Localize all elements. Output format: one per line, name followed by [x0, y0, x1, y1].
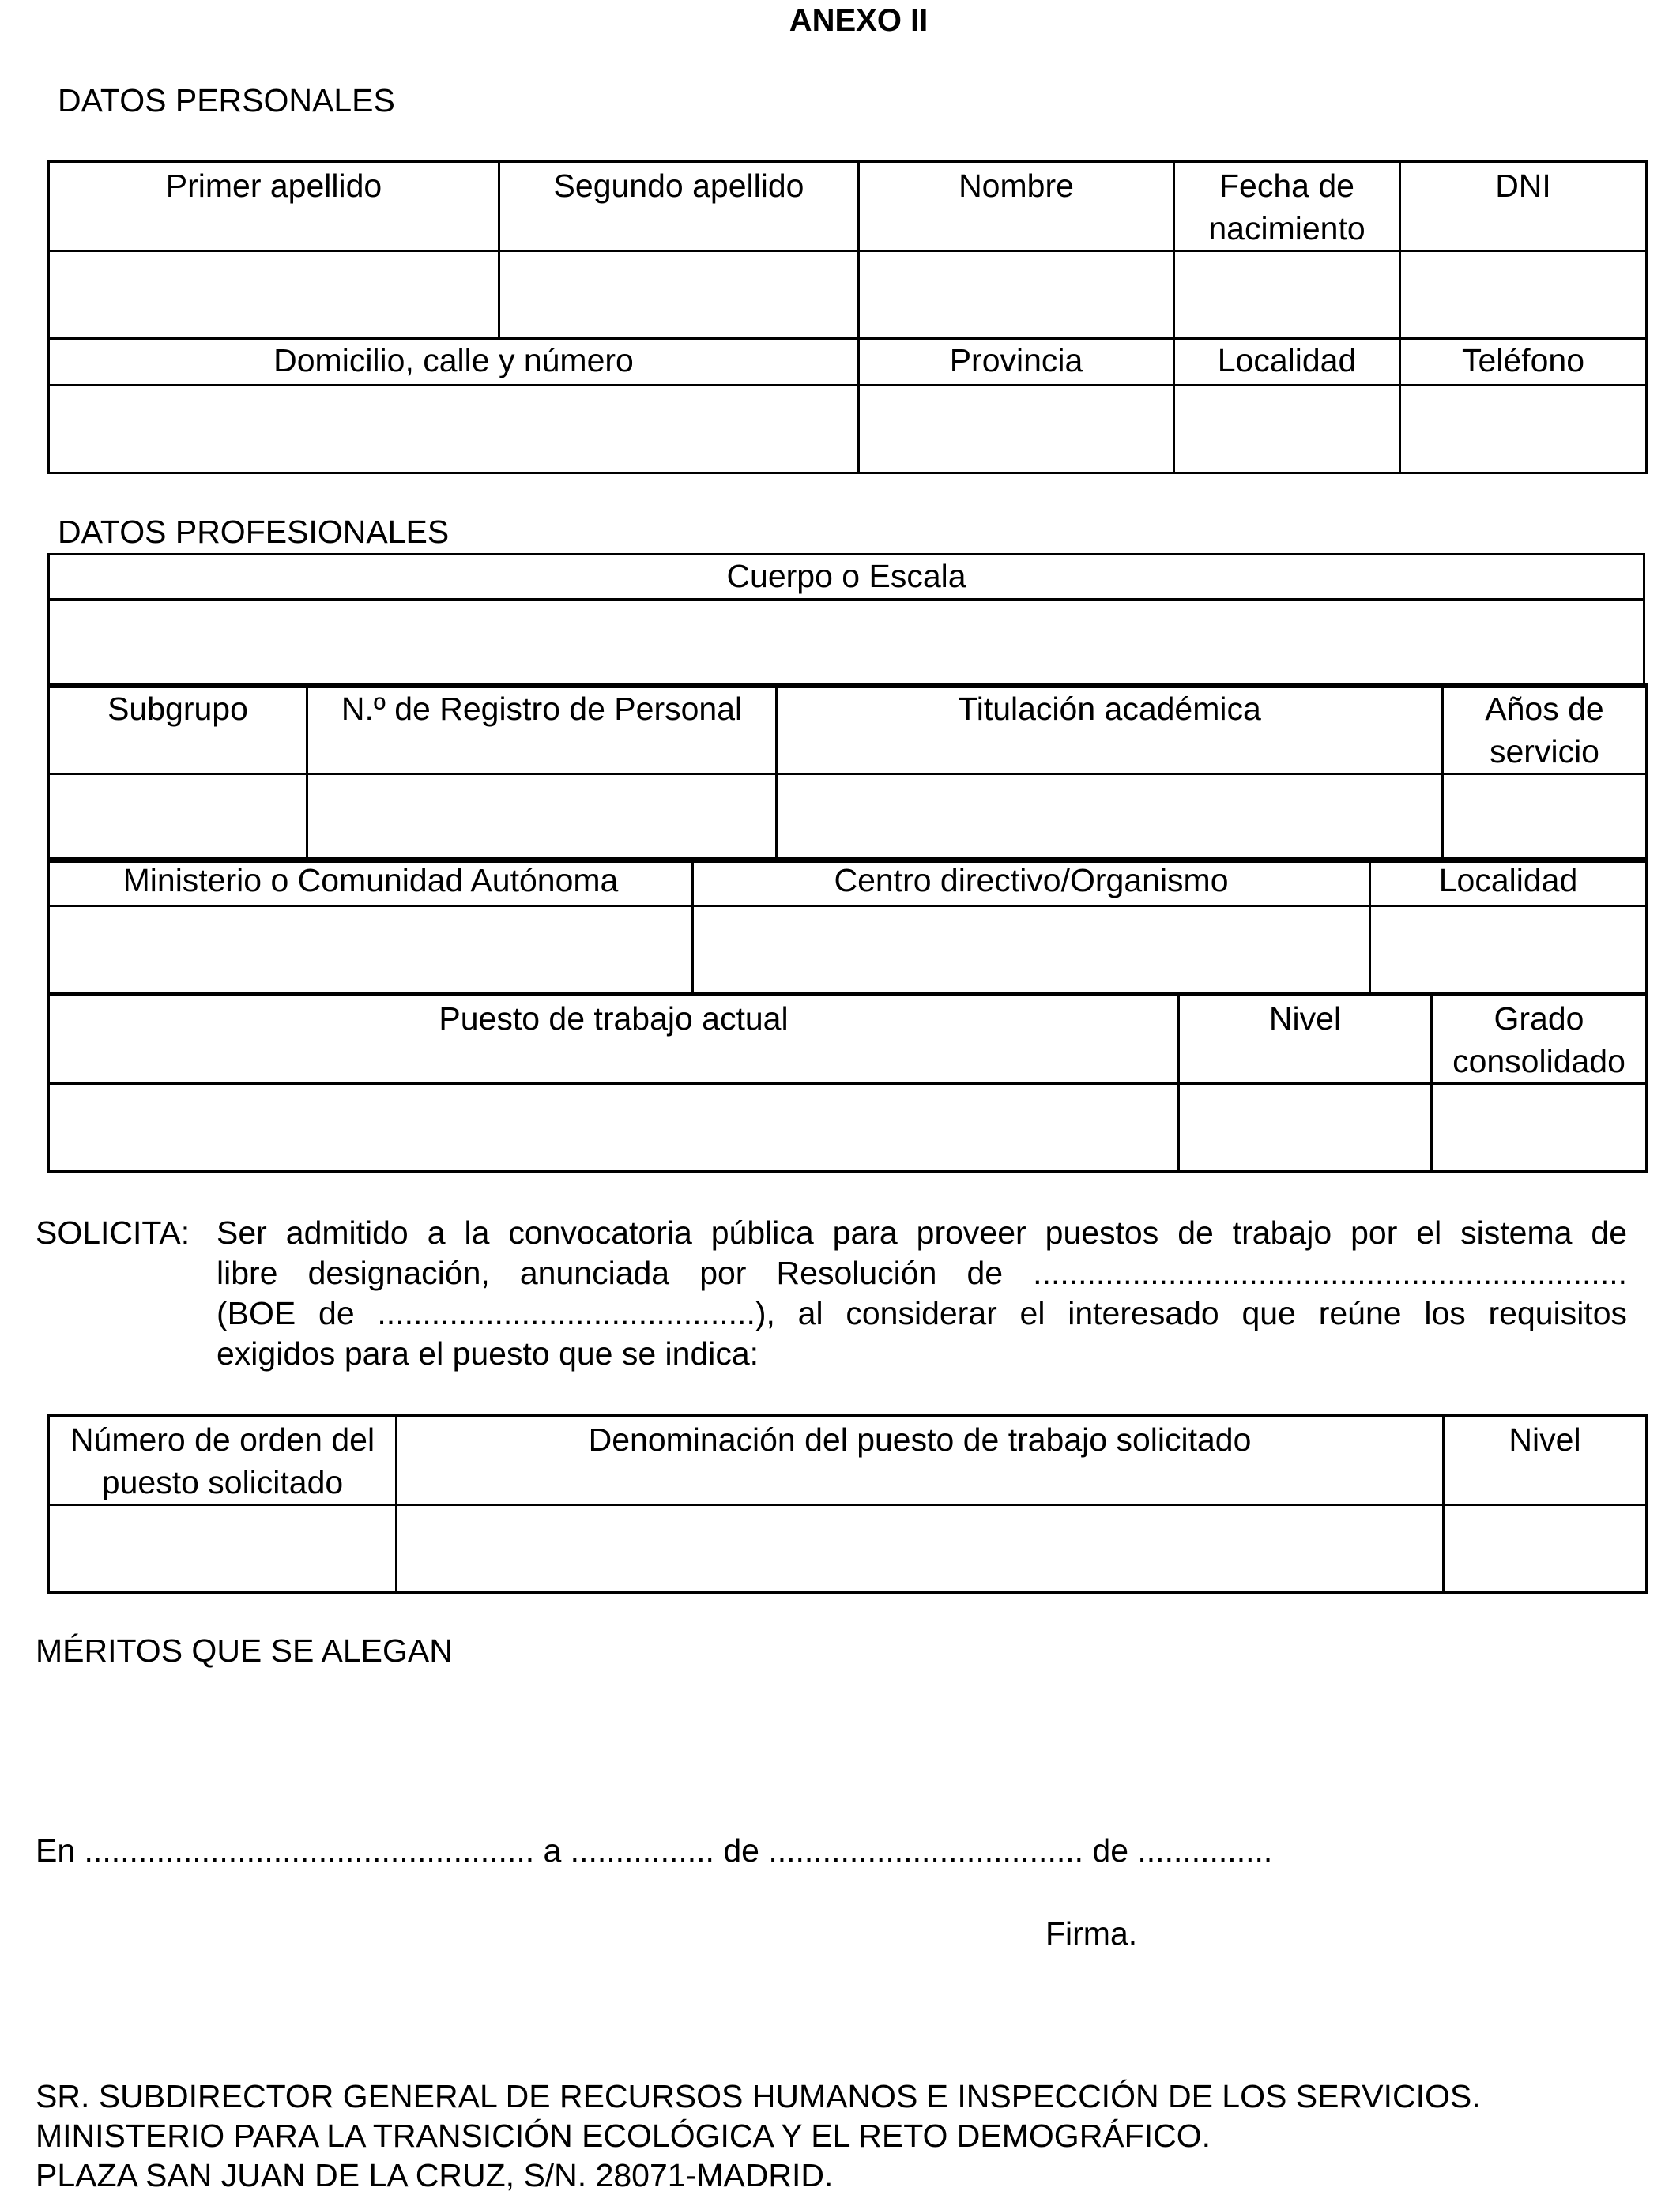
- subgrupo-table: [47, 683, 1648, 863]
- provincia-header: Provincia: [859, 339, 1174, 386]
- centro-directivo-header: Centro directivo/Organismo: [693, 859, 1370, 906]
- nombre-header: Nombre: [859, 162, 1174, 251]
- domicilio-input-row: [49, 386, 1647, 473]
- anos-servicio-header: Años de servicio: [1443, 685, 1647, 774]
- domicilio-header-row: [49, 339, 1647, 386]
- titulacion-academica-header: Titulación académica: [777, 685, 1443, 774]
- numero-orden-header: Número de orden del puesto solicitado: [49, 1416, 397, 1505]
- primer-apellido-field[interactable]: [49, 251, 499, 339]
- subgrupo-input-row: [49, 774, 1647, 862]
- ministerio-field[interactable]: [49, 906, 693, 994]
- subgrupo-field[interactable]: [49, 774, 307, 862]
- localidad-prof-field[interactable]: [1370, 906, 1647, 994]
- ministerio-header: Ministerio o Comunidad Autónoma: [49, 859, 693, 906]
- localidad-header: Localidad: [1174, 339, 1400, 386]
- puesto-solicitado-table: [47, 1414, 1648, 1594]
- localidad-prof-header: Localidad: [1370, 859, 1647, 906]
- titulacion-academica-field[interactable]: [777, 774, 1443, 862]
- addressee-block: [36, 2076, 1481, 2195]
- primer-apellido-header: Primer apellido: [49, 162, 499, 251]
- puesto-solicitado-input-row: [49, 1505, 1647, 1593]
- ministerio-table: [47, 857, 1648, 995]
- nivel-solicitado-field[interactable]: [1444, 1505, 1647, 1593]
- solicita-line: (BOE de ..........................................), al considerar el interesado que reúne los requisitos: [217, 1295, 1627, 1331]
- puesto-actual-header-row: [49, 995, 1647, 1084]
- registro-personal-header: N.º de Registro de Personal: [307, 685, 777, 774]
- firma-label: Firma.: [1045, 1915, 1138, 1952]
- telefono-header: Teléfono: [1400, 339, 1647, 386]
- subgrupo-header: Subgrupo: [49, 685, 307, 774]
- grado-consolidado-field[interactable]: [1432, 1084, 1647, 1172]
- numero-orden-field[interactable]: [49, 1505, 397, 1593]
- solicita-line: libre designación, anunciada por Resolución de ..................................................................: [217, 1255, 1627, 1291]
- solicita-line: Ser admitido a la convocatoria pública para proveer puestos de trabajo por el sistema de: [217, 1214, 1627, 1251]
- puesto-actual-input-row: [49, 1084, 1647, 1172]
- ministerio-input-row: [49, 906, 1647, 994]
- cuerpo-escala-header: Cuerpo o Escala: [49, 555, 1644, 600]
- puesto-actual-field[interactable]: [49, 1084, 1179, 1172]
- dni-header: DNI: [1400, 162, 1647, 251]
- segundo-apellido-field[interactable]: [499, 251, 859, 339]
- domicilio-field[interactable]: [49, 386, 859, 473]
- denominacion-puesto-header: Denominación del puesto de trabajo solicitado: [397, 1416, 1444, 1505]
- place-date-line: En .................................................. a ................ de ................................... de ...............: [36, 1832, 1273, 1869]
- segundo-apellido-header: Segundo apellido: [499, 162, 859, 251]
- grado-consolidado-header: Grado consolidado: [1432, 995, 1647, 1084]
- domicilio-header: Domicilio, calle y número: [49, 339, 859, 386]
- addressee-line: SR. SUBDIRECTOR GENERAL DE RECURSOS HUMANOS E INSPECCIÓN DE LOS SERVICIOS.: [36, 2078, 1481, 2114]
- addressee-line: MINISTERIO PARA LA TRANSICIÓN ECOLÓGICA Y EL RETO DEMOGRÁFICO.: [36, 2118, 1211, 2154]
- datos-profesionales-heading: DATOS PROFESIONALES: [58, 514, 450, 550]
- puesto-solicitado-header-row: [49, 1416, 1647, 1505]
- fecha-nacimiento-header: Fecha de nacimiento: [1174, 162, 1400, 251]
- nivel-actual-header: Nivel: [1179, 995, 1432, 1084]
- addressee-line: PLAZA SAN JUAN DE LA CRUZ, S/N. 28071-MADRID.: [36, 2157, 834, 2193]
- solicita-line: exigidos para el puesto que se indica:: [217, 1335, 759, 1372]
- ministerio-header-row: [49, 859, 1647, 906]
- provincia-field[interactable]: [859, 386, 1174, 473]
- nivel-solicitado-header: Nivel: [1444, 1416, 1647, 1505]
- centro-directivo-field[interactable]: [693, 906, 1370, 994]
- registro-personal-field[interactable]: [307, 774, 777, 862]
- localidad-field[interactable]: [1174, 386, 1400, 473]
- solicita-text: [217, 1213, 1627, 1374]
- subgrupo-header-row: [49, 685, 1647, 774]
- fecha-nacimiento-field[interactable]: [1174, 251, 1400, 339]
- document-title: ANEXO II: [789, 3, 929, 38]
- datos-personales-input-row: [49, 251, 1647, 339]
- cuerpo-escala-field[interactable]: [49, 600, 1644, 687]
- cuerpo-escala-header-row: [49, 555, 1644, 600]
- telefono-field[interactable]: [1400, 386, 1647, 473]
- datos-personales-heading: DATOS PERSONALES: [58, 82, 395, 119]
- denominacion-puesto-field[interactable]: [397, 1505, 1444, 1593]
- cuerpo-escala-table: [47, 553, 1645, 688]
- nivel-actual-field[interactable]: [1179, 1084, 1432, 1172]
- puesto-actual-header: Puesto de trabajo actual: [49, 995, 1179, 1084]
- datos-personales-table: [47, 160, 1648, 474]
- solicita-label: SOLICITA:: [36, 1214, 190, 1251]
- nombre-field[interactable]: [859, 251, 1174, 339]
- datos-personales-header-row: [49, 162, 1647, 251]
- dni-field[interactable]: [1400, 251, 1647, 339]
- puesto-actual-table: [47, 993, 1648, 1173]
- meritos-heading: MÉRITOS QUE SE ALEGAN: [36, 1632, 453, 1669]
- cuerpo-escala-input-row: [49, 600, 1644, 687]
- anos-servicio-field[interactable]: [1443, 774, 1647, 862]
